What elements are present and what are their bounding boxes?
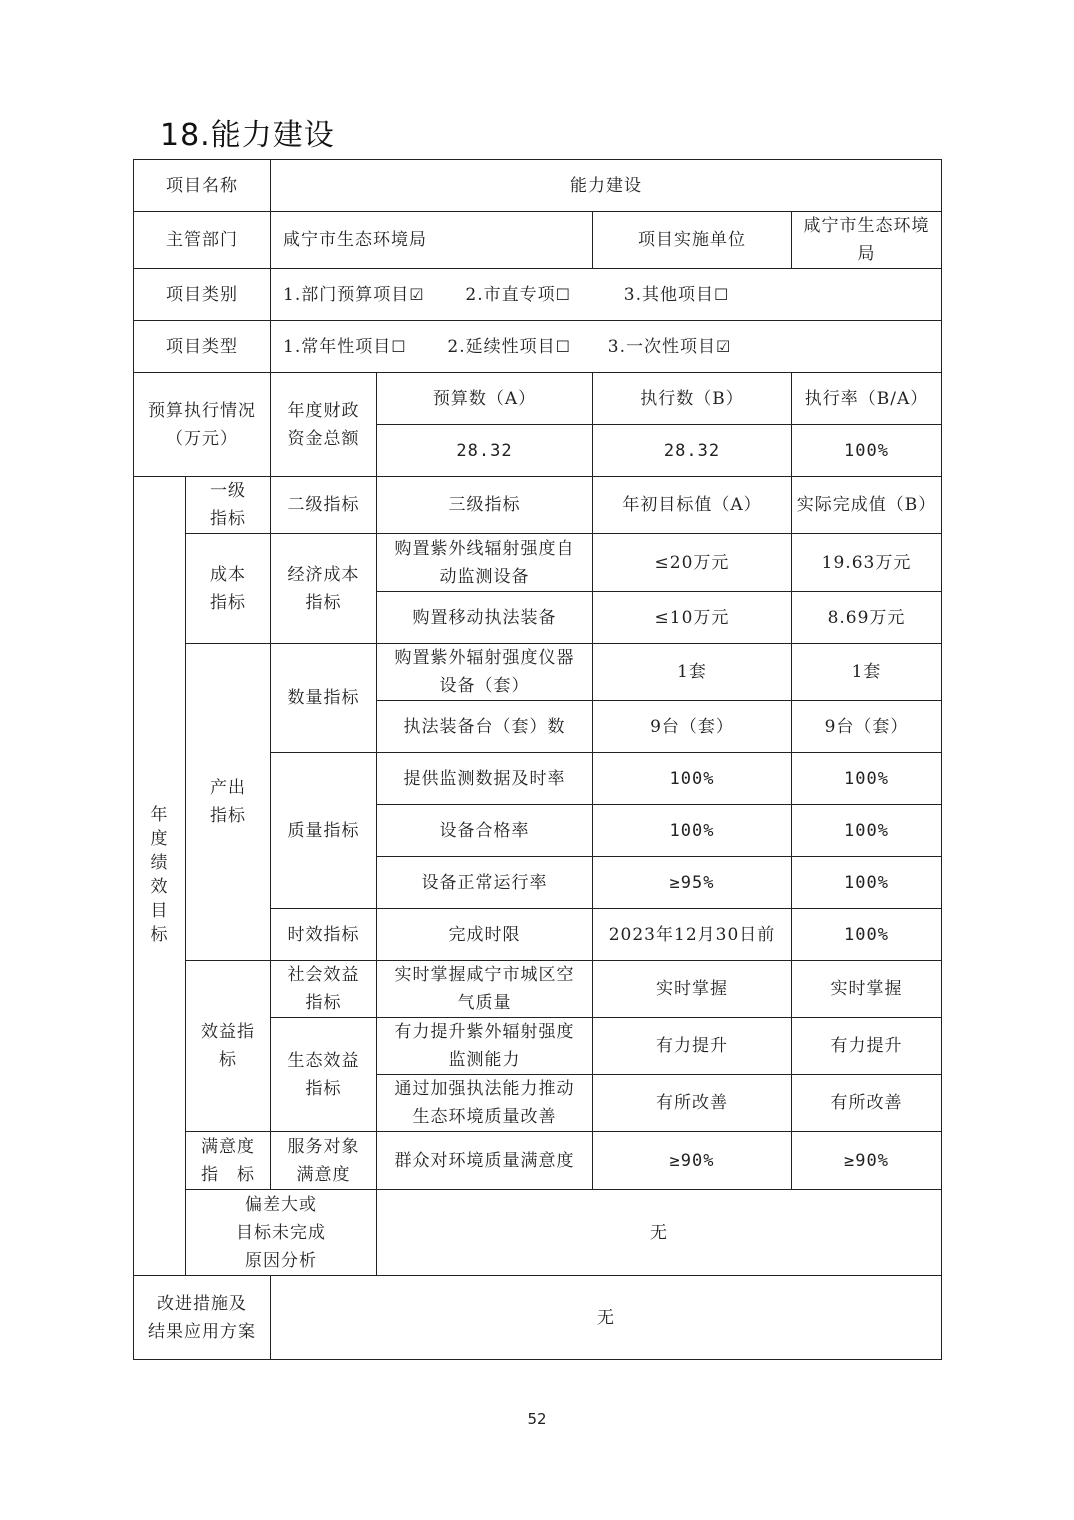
- actual-value: 100%: [792, 909, 942, 961]
- quantity-level2: 数量指标: [271, 644, 377, 753]
- budget-val-b: 28.32: [593, 425, 792, 477]
- benefit-level1: 效益指 标: [186, 961, 271, 1132]
- cost-level1: 成本 指标: [186, 534, 271, 644]
- unchecked-box-icon: ☐: [555, 336, 571, 356]
- header-level1: 一级 指标: [186, 477, 271, 534]
- indicator-name: 设备正常运行率: [377, 857, 593, 909]
- project-name-value: 能力建设: [271, 160, 942, 212]
- indicator-name: 实时掌握咸宁市城区空 气质量: [377, 961, 593, 1018]
- type-label: 项目类型: [134, 321, 271, 373]
- perf-group-label: 年度绩效目标: [134, 477, 186, 1276]
- actual-value: 有所改善: [792, 1075, 942, 1132]
- budget-col-b: 执行数（B）: [593, 373, 792, 425]
- indicator-name: 购置紫外线辐射强度自 动监测设备: [377, 534, 593, 592]
- quality-level2: 质量指标: [271, 753, 377, 909]
- table-row: [134, 961, 942, 1018]
- target-value: 实时掌握: [593, 961, 792, 1018]
- actual-value: 1套: [792, 644, 942, 701]
- unchecked-box-icon: ☐: [714, 284, 730, 304]
- category-option: 1.部门预算项目: [283, 284, 410, 305]
- row-budget-header: [134, 373, 942, 425]
- performance-report-table: [133, 159, 942, 1360]
- actual-value: 有力提升: [792, 1018, 942, 1075]
- actual-value: ≥90%: [792, 1132, 942, 1190]
- page-title: 18.能力建设: [160, 118, 335, 153]
- category-options: [271, 269, 942, 321]
- target-value: ≤10万元: [593, 592, 792, 644]
- dept-value: 咸宁市生态环境局: [271, 212, 593, 269]
- target-value: 有所改善: [593, 1075, 792, 1132]
- actual-value: 100%: [792, 805, 942, 857]
- table-row: [134, 1132, 942, 1190]
- target-value: 9台（套）: [593, 701, 792, 753]
- row-category: [134, 269, 942, 321]
- unchecked-box-icon: ☐: [391, 336, 407, 356]
- row-type: [134, 321, 942, 373]
- actual-value: 8.69万元: [792, 592, 942, 644]
- deviation-label: 偏差大或 目标未完成 原因分析: [186, 1190, 377, 1276]
- cost-level2: 经济成本 指标: [271, 534, 377, 644]
- target-value: 1套: [593, 644, 792, 701]
- type-options: [271, 321, 942, 373]
- page-number: 52: [527, 1410, 547, 1428]
- row-improvement: [134, 1276, 942, 1360]
- indicator-name: 通过加强执法能力推动 生态环境质量改善: [377, 1075, 593, 1132]
- header-actual: 实际完成值（B）: [792, 477, 942, 534]
- category-label: 项目类别: [134, 269, 271, 321]
- improvement-value: 无: [271, 1276, 942, 1360]
- project-name-label: 项目名称: [134, 160, 271, 212]
- output-level1: 产出 指标: [186, 644, 271, 961]
- timeliness-level2: 时效指标: [271, 909, 377, 961]
- target-value: ≤20万元: [593, 534, 792, 592]
- indicator-name: 设备合格率: [377, 805, 593, 857]
- indicator-name: 购置移动执法装备: [377, 592, 593, 644]
- row-dept: [134, 212, 942, 269]
- dept-label: 主管部门: [134, 212, 271, 269]
- actual-value: 9台（套）: [792, 701, 942, 753]
- table-row: [134, 534, 942, 592]
- target-value: 100%: [593, 753, 792, 805]
- budget-col-a: 预算数（A）: [377, 373, 593, 425]
- target-value: 有力提升: [593, 1018, 792, 1075]
- checked-box-icon: ☑: [409, 284, 425, 304]
- deviation-value: 无: [377, 1190, 942, 1276]
- category-option: 3.其他项目: [623, 284, 715, 305]
- checked-box-icon: ☑: [716, 336, 732, 356]
- budget-val-a: 28.32: [377, 425, 593, 477]
- unchecked-box-icon: ☐: [555, 284, 571, 304]
- actual-value: 实时掌握: [792, 961, 942, 1018]
- improvement-label: 改进措施及 结果应用方案: [134, 1276, 271, 1360]
- type-option: 1.常年性项目: [283, 336, 392, 357]
- social-level2: 社会效益 指标: [271, 961, 377, 1018]
- unit-label: 项目实施单位: [593, 212, 792, 269]
- indicator-name: 执法装备台（套）数: [377, 701, 593, 753]
- budget-col-rate: 执行率（B/A）: [792, 373, 942, 425]
- unit-value: 咸宁市生态环境局: [792, 212, 942, 269]
- category-option: 2.市直专项: [465, 284, 556, 305]
- actual-value: 19.63万元: [792, 534, 942, 592]
- target-value: ≥95%: [593, 857, 792, 909]
- fund-label: 年度财政 资金总额: [271, 373, 377, 477]
- budget-label: 预算执行情况 （万元）: [134, 373, 271, 477]
- row-project-name: [134, 160, 942, 212]
- header-target: 年初目标值（A）: [593, 477, 792, 534]
- budget-val-rate: 100%: [792, 425, 942, 477]
- indicator-name: 有力提升紫外辐射强度 监测能力: [377, 1018, 593, 1075]
- indicator-name: 完成时限: [377, 909, 593, 961]
- header-level2: 二级指标: [271, 477, 377, 534]
- eco-level2: 生态效益 指标: [271, 1018, 377, 1132]
- row-perf-header: [134, 477, 942, 534]
- indicator-name: 购置紫外辐射强度仪器 设备（套）: [377, 644, 593, 701]
- satisfaction-level2: 服务对象 满意度: [271, 1132, 377, 1190]
- actual-value: 100%: [792, 753, 942, 805]
- type-option: 2.延续性项目: [447, 336, 556, 357]
- target-value: ≥90%: [593, 1132, 792, 1190]
- type-option: 3.一次性项目: [607, 336, 717, 357]
- header-level3: 三级指标: [377, 477, 593, 534]
- indicator-name: 群众对环境质量满意度: [377, 1132, 593, 1190]
- table-row: [134, 644, 942, 701]
- target-value: 2023年12月30日前: [593, 909, 792, 961]
- satisfaction-level1: 满意度 指 标: [186, 1132, 271, 1190]
- target-value: 100%: [593, 805, 792, 857]
- actual-value: 100%: [792, 857, 942, 909]
- row-deviation: [134, 1190, 942, 1276]
- indicator-name: 提供监测数据及时率: [377, 753, 593, 805]
